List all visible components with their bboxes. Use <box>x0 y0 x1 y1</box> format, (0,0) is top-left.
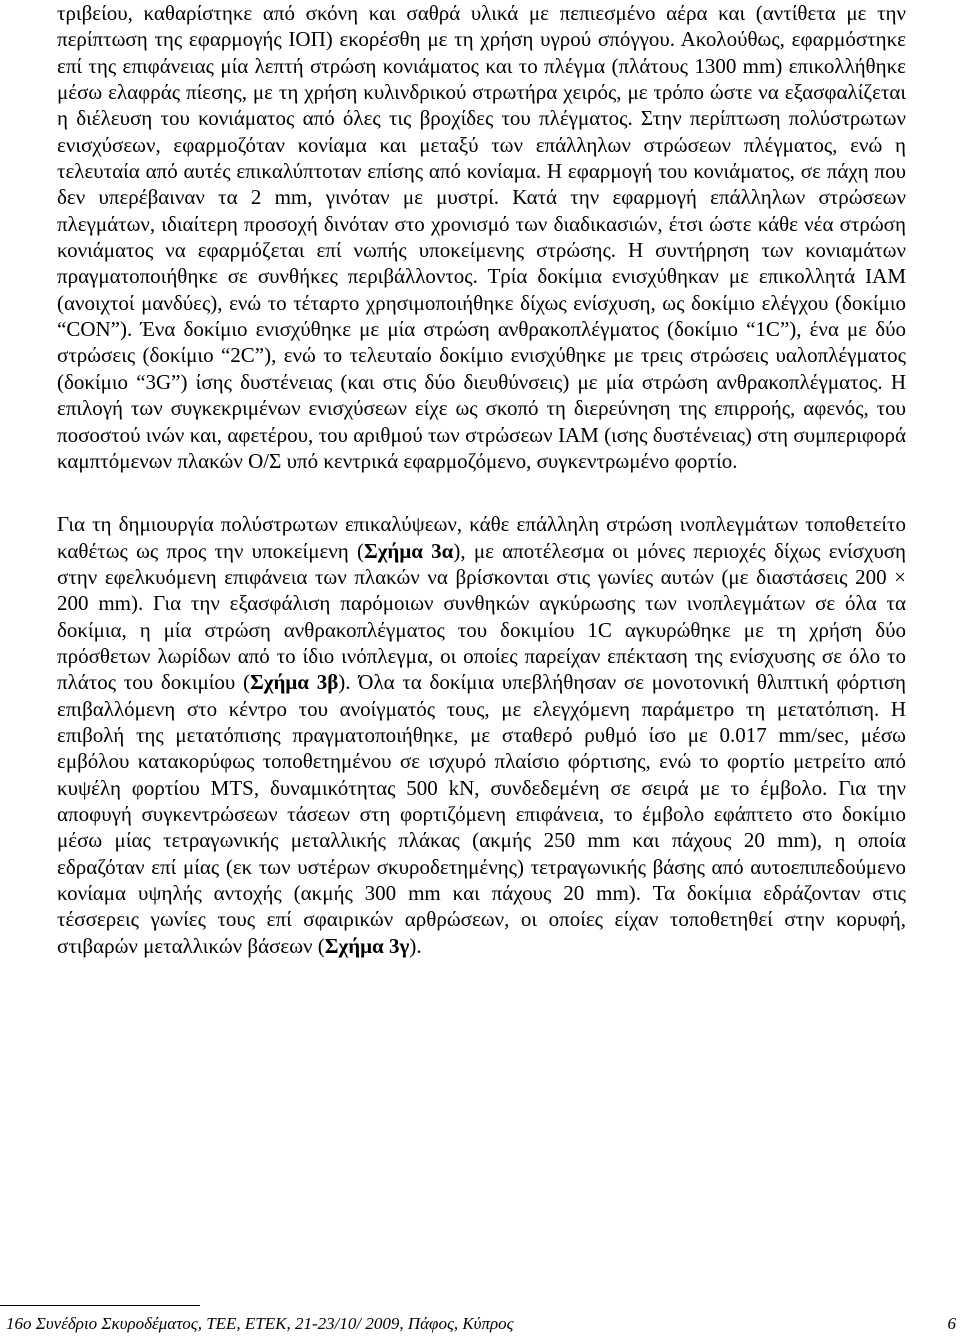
figure-ref-3a: Σχήμα 3α <box>363 538 454 563</box>
document-body <box>57 0 906 959</box>
paragraph-2-part-1: Για τη δημιουργία πολύστρωτων επικαλύψεων, κάθε επάλληλη στρώση ινοπλεγμάτων τοποθετείτο καθέτως ως προς την υποκείμενη ( <box>57 512 906 563</box>
paragraph-2-part-2: ), με αποτέλεσμα οι μόνες περιοχές δίχως ενίσχυση στην εφελκυόμενη επιφάνεια των πλακών να βρίσκονται στις γωνίες αυτών (με διαστάσεις 200 × 200 mm). Για την εξασφάλιση παρόμοιων συνθηκών αγκύρωσης των ινοπλεγμάτων σε όλα τα δοκίμια, η μία στρώση ανθρακοπλέγματος του δοκιμίου 1C αγκυρώθηκε με τη χρήση δύο πρόσθετων λωρίδων από το ίδιο ινόπλεγμα, οι οποίες παρείχαν επέκταση της ενίσχυσης σε όλο το πλάτος του δοκιμίου ( <box>57 538 907 695</box>
footer-conference: 16ο Συνέδριο Σκυροδέματος, ΤΕΕ, ΕΤΕΚ, 21-23/10/ 2009, Πάφος, Κύπρος <box>6 1314 514 1333</box>
footer-page-number: 6 <box>947 1314 956 1333</box>
page-footer <box>0 1313 960 1335</box>
figure-ref-3b: Σχήμα 3β <box>250 670 339 695</box>
paragraph-2 <box>57 511 906 959</box>
footer-rule <box>0 1305 200 1306</box>
paragraph-2-part-3: ). Όλα τα δοκίμια υπεβλήθησαν σε μονοτονική θλιπτική φόρτιση επιβαλλόμενη στο κέντρο του ανοίγματός τους, με ελεγχόμενη παράμετρο τη μετατόπιση. Η επιβολή της μετατόπισης πραγματοποιήθηκε, με σταθερό ρυθμό ίσο με 0.017 mm/sec, μέσω εμβόλου κατακορύφως τοποθετημένου σε ισχυρό πλαίσιο φόρτισης, ενώ το φορτίο μετρείτο από κυψέλη φορτίου MTS, δυναμικότητας 500 kN, συνδεδεμένη σε σειρά με το έμβολο. Για την αποφυγή συγκεντρώσεων τάσεων στη φορτιζόμενη επιφάνεια, το έμβολο εφάπτετο στο δοκίμιο μέσω μίας τετραγωνικής μεταλλικής πλάκας (ακμής 250 mm και πάχους 20 mm), η οποία εδραζόταν επί μίας (εκ των υστέρων σκυροδετημένης) τετραγωνικής βάσης από αυτοεπιπεδούμενο κονίαμα υψηλής αντοχής (ακμής 300 mm και πάχους 20 mm). Τα δοκίμια εδράζονταν στις τέσσερεις γωνίες τους επί σφαιρικών αρθρώσεων, οι οποίες είχαν τοποθετηθεί στην κορυφή, στιβαρών μεταλλικών βάσεων ( <box>57 670 906 958</box>
paragraph-2-part-4: ). <box>409 933 422 958</box>
figure-ref-3c: Σχήμα 3γ <box>324 933 410 958</box>
paragraph-1: τριβείου, καθαρίστηκε από σκόνη και σαθρά υλικά με πεπιεσμένο αέρα και (αντίθετα με την περίπτωση της εφαρμογής ΙΟΠ) εκορέσθη με τη χρήση υγρού σπόγγου. Ακολούθως, εφαρμόστηκε επί της επιφάνειας μία λεπτή στρώση κονιάματος και το πλέγμα (πλάτους 1300 mm) επικολλήθηκε μέσω ελαφράς πίεσης, με τη χρήση κυλινδρικού στρωτήρα χειρός, με τρόπο ώστε να εξασφαλίζεται η διέλευση του κονιάματος από όλες τις βροχίδες του πλέγματος. Στην περίπτωση πολύστρωτων ενισχύσεων, εφαρμοζόταν κονίαμα και μεταξύ των επάλληλων στρώσεων πλέγματος, ενώ η τελευταία από αυτές επικαλύπτοταν επίσης από κονίαμα. Η εφαρμογή του κονιάματος, σε πάχη που δεν υπερέβαιναν τα 2 mm, γινόταν με μυστρί. Κατά την εφαρμογή επάλληλων στρώσεων πλεγμάτων, ιδιαίτερη προσοχή δινόταν στο χρονισμό των διαδικασιών, έτσι ώστε κάθε νέα στρώση κονιάματος να εφαρμόζεται επί νωπής υποκείμενης στρώσης. Η συντήρηση των κονιαμάτων πραγματοποιήθηκε σε συνθήκες περιβάλλοντος. Τρία δοκίμια ενισχύθηκαν με επικολλητά ΙΑΜ (ανοιχτοί μανδύες), ενώ το τέταρτο χρησιμοποιήθηκε δίχως ενίσχυση, ως δοκίμιο ελέγχου (δοκίμιο “CON”). Ένα δοκίμιο ενισχύθηκε με μία στρώση ανθρακοπλέγματος (δοκίμιο “1C”), ένα με δύο στρώσεις (δοκίμιο “2C”), ενώ το τελευταίο δοκίμιο ενισχύθηκε με τρεις στρώσεις υαλοπλέγματος (δοκίμιο “3G”) ίσης δυστένειας (και στις δύο διευθύνσεις) με μία στρώση ανθρακοπλέγματος. Η επιλογή των συγκεκριμένων ενισχύσεων είχε ως σκοπό τη διερεύνηση της επιρροής, αφενός, του ποσοστού ινών και, αφετέρου, του αριθμού των στρώσεων ΙΑΜ (ισης δυστένειας) στη συμπεριφορά καμπτόμενων πλακών Ο/Σ υπό κεντρικά εφαρμοζόμενο, συγκεντρωμένο φορτίο. <box>57 1 906 473</box>
